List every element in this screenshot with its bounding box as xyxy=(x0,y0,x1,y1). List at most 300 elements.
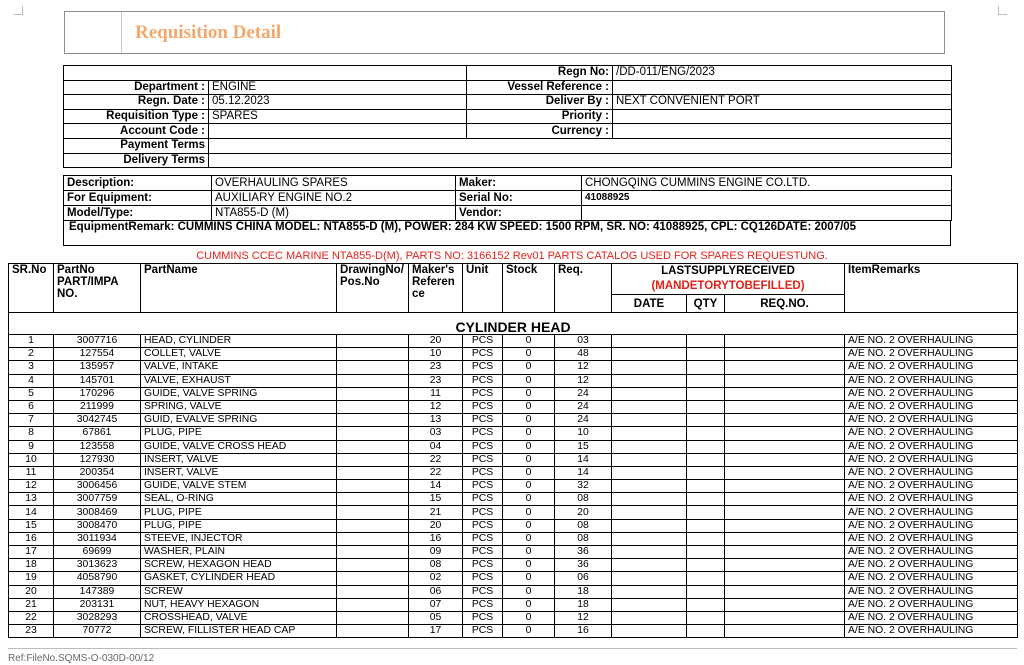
table-row xyxy=(9,348,1018,361)
cell-partname: GUIDE, VALVE SPRING xyxy=(141,387,337,400)
cell-req-no xyxy=(725,546,845,559)
parts-table xyxy=(8,263,1018,638)
cell-stock: 0 xyxy=(503,400,555,413)
cell-req: 24 xyxy=(555,387,612,400)
cell-date xyxy=(612,572,687,585)
col-last-supply xyxy=(612,264,845,295)
cell-partno: 3008469 xyxy=(54,506,141,519)
cell-stock: 0 xyxy=(503,374,555,387)
cell-drawing xyxy=(337,493,409,506)
cell-unit: PCS xyxy=(463,625,503,638)
cell-stock: 0 xyxy=(503,348,555,361)
cell-req: 16 xyxy=(555,625,612,638)
cell-qty xyxy=(687,559,725,572)
cell-unit: PCS xyxy=(463,598,503,611)
cell-req: 08 xyxy=(555,493,612,506)
model-type-label: Model/Type: xyxy=(64,206,212,221)
cell-unit: PCS xyxy=(463,335,503,348)
cell-partname: SCREW, HEXAGON HEAD xyxy=(141,559,337,572)
table-row xyxy=(9,374,1018,387)
delivery-terms-label: Delivery Terms xyxy=(64,153,209,168)
cell-req: 18 xyxy=(555,598,612,611)
cell-item-remarks: A/E NO. 2 OVERHAULING xyxy=(845,519,1018,532)
cell-partno: 211999 xyxy=(54,400,141,413)
cell-stock: 0 xyxy=(503,519,555,532)
cell-req-no xyxy=(725,506,845,519)
cell-partno: 3008470 xyxy=(54,519,141,532)
cell-partno: 127554 xyxy=(54,348,141,361)
cell-srno: 15 xyxy=(9,519,54,532)
cell-date xyxy=(612,335,687,348)
cell-maker-ref: 02 xyxy=(409,572,463,585)
cell-partno: 3007759 xyxy=(54,493,141,506)
model-type-value: NTA855-D (M) xyxy=(212,206,456,221)
col-unit: Unit xyxy=(463,264,503,313)
cell-partname: INSERT, VALVE xyxy=(141,453,337,466)
cell-maker-ref: 15 xyxy=(409,493,463,506)
cell-partname: COLLET, VALVE xyxy=(141,348,337,361)
payment-terms-value xyxy=(209,138,952,153)
cell-req: 12 xyxy=(555,374,612,387)
cell-date xyxy=(612,440,687,453)
cell-drawing xyxy=(337,427,409,440)
cell-qty xyxy=(687,532,725,545)
cell-maker-ref: 05 xyxy=(409,611,463,624)
cell-unit: PCS xyxy=(463,361,503,374)
cell-maker-ref: 23 xyxy=(409,361,463,374)
cell-maker-ref: 22 xyxy=(409,466,463,479)
cell-stock: 0 xyxy=(503,361,555,374)
cell-srno: 13 xyxy=(9,493,54,506)
cell-stock: 0 xyxy=(503,585,555,598)
cell-date xyxy=(612,585,687,598)
cell-req-no xyxy=(725,625,845,638)
cell-stock: 0 xyxy=(503,625,555,638)
cell-req: 14 xyxy=(555,453,612,466)
cell-qty xyxy=(687,361,725,374)
serial-no-label: Serial No: xyxy=(456,191,582,206)
table-row xyxy=(9,625,1018,638)
cell-maker-ref: 06 xyxy=(409,585,463,598)
cell-stock: 0 xyxy=(503,532,555,545)
cell-item-remarks: A/E NO. 2 OVERHAULING xyxy=(845,374,1018,387)
cell-drawing xyxy=(337,466,409,479)
col-partname: PartName xyxy=(141,264,337,313)
cell-drawing xyxy=(337,387,409,400)
cell-unit: PCS xyxy=(463,400,503,413)
cell-date xyxy=(612,414,687,427)
cell-req: 08 xyxy=(555,519,612,532)
cell-drawing xyxy=(337,572,409,585)
cell-qty xyxy=(687,611,725,624)
cell-date xyxy=(612,427,687,440)
cell-item-remarks: A/E NO. 2 OVERHAULING xyxy=(845,585,1018,598)
cell-item-remarks: A/E NO. 2 OVERHAULING xyxy=(845,625,1018,638)
cell-unit: PCS xyxy=(463,493,503,506)
cell-item-remarks: A/E NO. 2 OVERHAULING xyxy=(845,335,1018,348)
cell-item-remarks: A/E NO. 2 OVERHAULING xyxy=(845,427,1018,440)
cell-req: 15 xyxy=(555,440,612,453)
cell-unit: PCS xyxy=(463,440,503,453)
cell-date xyxy=(612,466,687,479)
cell-req-no xyxy=(725,598,845,611)
cell-item-remarks: A/E NO. 2 OVERHAULING xyxy=(845,493,1018,506)
cell-drawing xyxy=(337,348,409,361)
cell-maker-ref: 14 xyxy=(409,480,463,493)
regn-date-label: Regn. Date : xyxy=(64,95,209,110)
cell-stock: 0 xyxy=(503,572,555,585)
cell-partno: 147389 xyxy=(54,585,141,598)
cell-maker-ref: 07 xyxy=(409,598,463,611)
equipment-description-table xyxy=(63,175,952,221)
cell-item-remarks: A/E NO. 2 OVERHAULING xyxy=(845,572,1018,585)
cell-maker-ref: 10 xyxy=(409,348,463,361)
cell-item-remarks: A/E NO. 2 OVERHAULING xyxy=(845,611,1018,624)
cell-partname: PLUG, PIPE xyxy=(141,427,337,440)
table-row xyxy=(9,546,1018,559)
cell-req-no xyxy=(725,335,845,348)
cell-qty xyxy=(687,440,725,453)
col-item-remarks: ItemRemarks xyxy=(845,264,1018,313)
cell-item-remarks: A/E NO. 2 OVERHAULING xyxy=(845,453,1018,466)
cell-partname: VALVE, INTAKE xyxy=(141,361,337,374)
payment-terms-label: Payment Terms xyxy=(64,138,209,153)
col-req: Req. xyxy=(555,264,612,313)
cell-drawing xyxy=(337,559,409,572)
cell-req-no xyxy=(725,374,845,387)
cell-qty xyxy=(687,625,725,638)
cell-partno: 3028293 xyxy=(54,611,141,624)
cell-partname: PLUG, PIPE xyxy=(141,506,337,519)
cell-partname: HEAD, CYLINDER xyxy=(141,335,337,348)
cell-qty xyxy=(687,493,725,506)
cell-unit: PCS xyxy=(463,348,503,361)
cell-drawing xyxy=(337,374,409,387)
cell-drawing xyxy=(337,625,409,638)
table-row xyxy=(9,440,1018,453)
cell-unit: PCS xyxy=(463,387,503,400)
cell-req: 20 xyxy=(555,506,612,519)
cell-qty xyxy=(687,466,725,479)
cell-date xyxy=(612,546,687,559)
cell-req-no xyxy=(725,493,845,506)
req-type-label: Requisition Type : xyxy=(64,109,209,124)
cell-srno: 20 xyxy=(9,585,54,598)
cell-partname: GUIDE, VALVE CROSS HEAD xyxy=(141,440,337,453)
cell-partname: INSERT, VALVE xyxy=(141,466,337,479)
table-row xyxy=(9,506,1018,519)
cell-partno: 4058790 xyxy=(54,572,141,585)
cell-qty xyxy=(687,453,725,466)
cell-qty xyxy=(687,585,725,598)
cell-req-no xyxy=(725,427,845,440)
requisition-header-table xyxy=(63,65,952,168)
cell-req: 48 xyxy=(555,348,612,361)
cell-qty xyxy=(687,400,725,413)
col-maker-ref: Maker's Reference xyxy=(409,264,463,313)
cell-partno: 3042745 xyxy=(54,414,141,427)
cell-drawing xyxy=(337,453,409,466)
cell-date xyxy=(612,453,687,466)
cell-date xyxy=(612,532,687,545)
cell-srno: 12 xyxy=(9,480,54,493)
table-row xyxy=(9,387,1018,400)
cell-item-remarks: A/E NO. 2 OVERHAULING xyxy=(845,466,1018,479)
cell-date xyxy=(612,559,687,572)
cell-partname: STEEVE, INJECTOR xyxy=(141,532,337,545)
cell-req: 36 xyxy=(555,559,612,572)
cell-drawing xyxy=(337,506,409,519)
cell-qty xyxy=(687,519,725,532)
cell-srno: 22 xyxy=(9,611,54,624)
vessel-ref-label: Vessel Reference : xyxy=(467,80,613,95)
table-row xyxy=(9,361,1018,374)
cell-stock: 0 xyxy=(503,493,555,506)
page-title: Requisition Detail xyxy=(135,22,282,43)
cell-partno: 127930 xyxy=(54,453,141,466)
table-row xyxy=(9,466,1018,479)
cell-maker-ref: 16 xyxy=(409,532,463,545)
account-code-value xyxy=(209,124,467,139)
cell-partno: 123558 xyxy=(54,440,141,453)
col-srno: SR.No xyxy=(9,264,54,313)
deliver-by-value: NEXT CONVENIENT PORT xyxy=(613,95,952,110)
footer-divider xyxy=(8,648,1017,649)
priority-label: Priority : xyxy=(467,109,613,124)
table-row xyxy=(9,400,1018,413)
cell-maker-ref: 21 xyxy=(409,506,463,519)
cell-partname: PLUG, PIPE xyxy=(141,519,337,532)
footer-ref: Ref:FileNo.SQMS-O-030D-00/12 xyxy=(8,653,155,664)
cell-partno: 135957 xyxy=(54,361,141,374)
cell-stock: 0 xyxy=(503,335,555,348)
for-equipment-value: AUXILIARY ENGINE NO.2 xyxy=(212,191,456,206)
maker-value: CHONGQING CUMMINS ENGINE CO.LTD. xyxy=(582,176,952,191)
cell-srno: 11 xyxy=(9,466,54,479)
cell-drawing xyxy=(337,611,409,624)
cell-srno: 10 xyxy=(9,453,54,466)
cell-drawing xyxy=(337,532,409,545)
catalog-note: CUMMINS CCEC MARINE NTA855-D(M), PARTS NO: 3166152 Rev01 PARTS CATALOG USED FOR SPARES REQUESTUNG. xyxy=(196,250,828,262)
cell-req: 24 xyxy=(555,414,612,427)
cell-qty xyxy=(687,335,725,348)
table-row xyxy=(9,427,1018,440)
cell-req: 32 xyxy=(555,480,612,493)
cell-partname: GASKET, CYLINDER HEAD xyxy=(141,572,337,585)
cell-stock: 0 xyxy=(503,546,555,559)
cell-maker-ref: 03 xyxy=(409,427,463,440)
cell-partno: 69699 xyxy=(54,546,141,559)
cell-unit: PCS xyxy=(463,559,503,572)
cell-date xyxy=(612,519,687,532)
cell-maker-ref: 17 xyxy=(409,625,463,638)
col-date: DATE xyxy=(612,295,687,313)
cell-unit: PCS xyxy=(463,414,503,427)
cell-item-remarks: A/E NO. 2 OVERHAULING xyxy=(845,387,1018,400)
account-code-label: Account Code : xyxy=(64,124,209,139)
cell-req-no xyxy=(725,611,845,624)
cell-srno: 16 xyxy=(9,532,54,545)
regn-date-value: 05.12.2023 xyxy=(209,95,467,110)
cell-partname: CROSSHEAD, VALVE xyxy=(141,611,337,624)
section-title: CYLINDER HEAD xyxy=(9,313,1018,335)
cell-stock: 0 xyxy=(503,427,555,440)
cell-qty xyxy=(687,348,725,361)
cell-req: 12 xyxy=(555,361,612,374)
cell-item-remarks: A/E NO. 2 OVERHAULING xyxy=(845,361,1018,374)
cell-stock: 0 xyxy=(503,480,555,493)
cell-req-no xyxy=(725,572,845,585)
cell-partno: 3013623 xyxy=(54,559,141,572)
cell-date xyxy=(612,348,687,361)
cell-unit: PCS xyxy=(463,466,503,479)
page-corner-mark xyxy=(14,6,23,15)
cell-item-remarks: A/E NO. 2 OVERHAULING xyxy=(845,414,1018,427)
cell-drawing xyxy=(337,546,409,559)
cell-item-remarks: A/E NO. 2 OVERHAULING xyxy=(845,546,1018,559)
col-qty: QTY xyxy=(687,295,725,313)
parts-body xyxy=(9,335,1018,638)
cell-req-no xyxy=(725,414,845,427)
title-box xyxy=(64,11,945,54)
table-row xyxy=(9,414,1018,427)
cell-stock: 0 xyxy=(503,506,555,519)
cell-srno: 21 xyxy=(9,598,54,611)
cell-req-no xyxy=(725,466,845,479)
cell-req-no xyxy=(725,532,845,545)
cell-partno: 145701 xyxy=(54,374,141,387)
cell-item-remarks: A/E NO. 2 OVERHAULING xyxy=(845,598,1018,611)
cell-req-no xyxy=(725,585,845,598)
maker-label: Maker: xyxy=(456,176,582,191)
cell-unit: PCS xyxy=(463,453,503,466)
currency-label: Currency : xyxy=(467,124,613,139)
cell-stock: 0 xyxy=(503,414,555,427)
cell-req: 24 xyxy=(555,400,612,413)
cell-drawing xyxy=(337,598,409,611)
cell-drawing xyxy=(337,440,409,453)
cell-date xyxy=(612,387,687,400)
cell-req-no xyxy=(725,361,845,374)
cell-partname: SEAL, O-RING xyxy=(141,493,337,506)
cell-unit: PCS xyxy=(463,611,503,624)
cell-partname: SCREW xyxy=(141,585,337,598)
cell-drawing xyxy=(337,519,409,532)
cell-unit: PCS xyxy=(463,546,503,559)
col-drawing: DrawingNo/Pos.No xyxy=(337,264,409,313)
cell-stock: 0 xyxy=(503,611,555,624)
cell-req-no xyxy=(725,348,845,361)
regn-no-label: Regn No: xyxy=(467,66,613,81)
cell-item-remarks: A/E NO. 2 OVERHAULING xyxy=(845,400,1018,413)
cell-stock: 0 xyxy=(503,387,555,400)
cell-partno: 70772 xyxy=(54,625,141,638)
priority-value xyxy=(613,109,952,124)
cell-date xyxy=(612,598,687,611)
cell-partname: GUID, EVALVE SPRING xyxy=(141,414,337,427)
cell-req: 10 xyxy=(555,427,612,440)
department-label: Department : xyxy=(64,80,209,95)
cell-srno: 14 xyxy=(9,506,54,519)
cell-unit: PCS xyxy=(463,572,503,585)
cell-date xyxy=(612,361,687,374)
cell-qty xyxy=(687,427,725,440)
cell-stock: 0 xyxy=(503,466,555,479)
table-row xyxy=(9,572,1018,585)
cell-unit: PCS xyxy=(463,427,503,440)
cell-qty xyxy=(687,387,725,400)
cell-date xyxy=(612,506,687,519)
cell-partno: 200354 xyxy=(54,466,141,479)
cell-maker-ref: 22 xyxy=(409,453,463,466)
cell-unit: PCS xyxy=(463,480,503,493)
cell-req: 03 xyxy=(555,335,612,348)
cell-partno: 3011934 xyxy=(54,532,141,545)
cell-qty xyxy=(687,546,725,559)
mandatory-label: (MANDETORYTOBEFILLED) xyxy=(651,280,805,292)
cell-item-remarks: A/E NO. 2 OVERHAULING xyxy=(845,559,1018,572)
cell-req-no xyxy=(725,387,845,400)
cell-qty xyxy=(687,506,725,519)
col-stock: Stock xyxy=(503,264,555,313)
cell-date xyxy=(612,400,687,413)
cell-drawing xyxy=(337,335,409,348)
cell-partname: WASHER, PLAIN xyxy=(141,546,337,559)
cell-req: 12 xyxy=(555,611,612,624)
cell-qty xyxy=(687,480,725,493)
table-row xyxy=(9,335,1018,348)
cell-req-no xyxy=(725,400,845,413)
cell-srno: 2 xyxy=(9,348,54,361)
cell-srno: 19 xyxy=(9,572,54,585)
cell-item-remarks: A/E NO. 2 OVERHAULING xyxy=(845,480,1018,493)
cell-drawing xyxy=(337,585,409,598)
cell-partname: SPRING, VALVE xyxy=(141,400,337,413)
cell-date xyxy=(612,480,687,493)
cell-maker-ref: 11 xyxy=(409,387,463,400)
table-row xyxy=(9,598,1018,611)
cell-qty xyxy=(687,374,725,387)
table-row xyxy=(9,611,1018,624)
cell-drawing xyxy=(337,480,409,493)
cell-srno: 6 xyxy=(9,400,54,413)
cell-item-remarks: A/E NO. 2 OVERHAULING xyxy=(845,532,1018,545)
cell-stock: 0 xyxy=(503,453,555,466)
serial-no-value: 41088925 xyxy=(582,191,952,206)
cell-qty xyxy=(687,598,725,611)
cell-stock: 0 xyxy=(503,440,555,453)
cell-maker-ref: 20 xyxy=(409,519,463,532)
title-divider xyxy=(121,12,122,53)
table-row xyxy=(9,532,1018,545)
cell-srno: 9 xyxy=(9,440,54,453)
table-row xyxy=(9,493,1018,506)
cell-partno: 3006456 xyxy=(54,480,141,493)
cell-unit: PCS xyxy=(463,374,503,387)
cell-req: 14 xyxy=(555,466,612,479)
cell-maker-ref: 04 xyxy=(409,440,463,453)
cell-stock: 0 xyxy=(503,598,555,611)
for-equipment-label: For Equipment: xyxy=(64,191,212,206)
cell-unit: PCS xyxy=(463,506,503,519)
department-value: ENGINE xyxy=(209,80,467,95)
cell-qty xyxy=(687,414,725,427)
cell-unit: PCS xyxy=(463,585,503,598)
cell-maker-ref: 08 xyxy=(409,559,463,572)
cell-maker-ref: 23 xyxy=(409,374,463,387)
cell-maker-ref: 12 xyxy=(409,400,463,413)
cell-partname: VALVE, EXHAUST xyxy=(141,374,337,387)
